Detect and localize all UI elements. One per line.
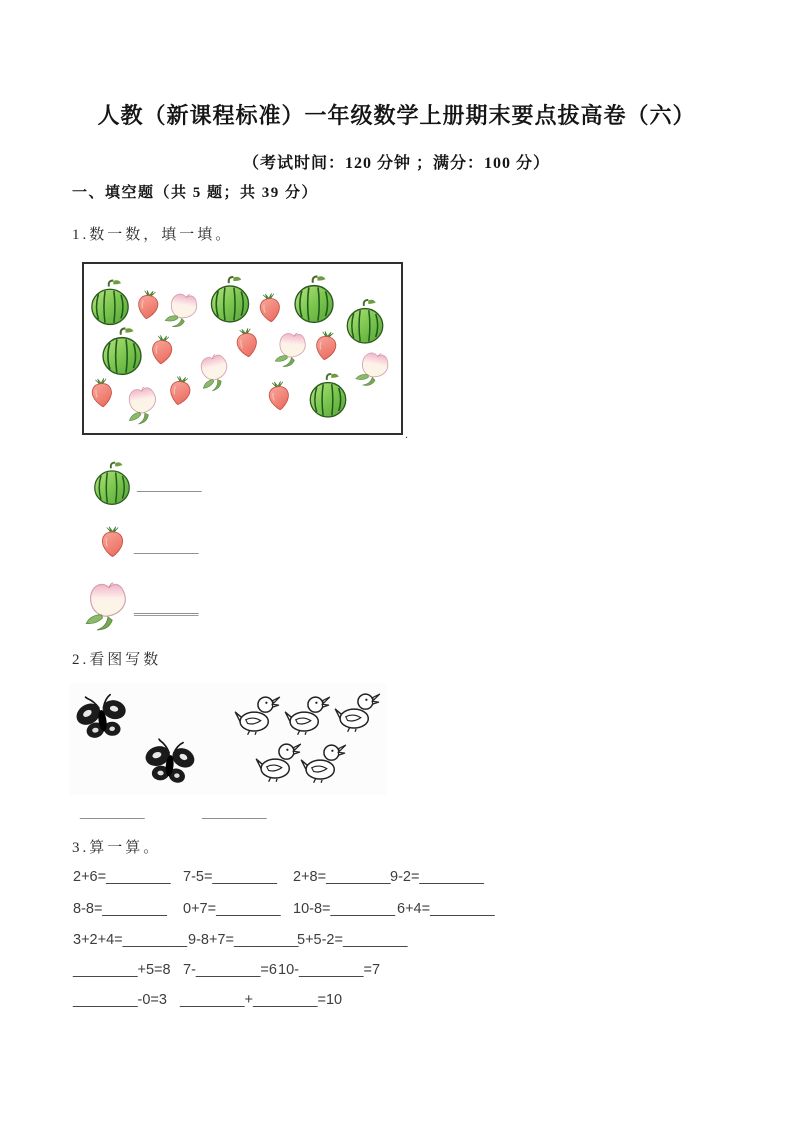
q1-prompt: 1.数一数，填一填。 (72, 227, 234, 243)
math-problem: 2+8=________ (293, 869, 391, 885)
q1-blank-watermelon: ________ (137, 477, 202, 493)
math-problem: 10-8=________ (293, 901, 396, 917)
duck-icon (301, 745, 345, 783)
fruit-scatter-canvas (84, 264, 401, 433)
page-title: 人教（新课程标准）一年级数学上册期末要点拔高卷（六） (97, 103, 696, 128)
math-problem: 7-5=________ (183, 869, 277, 885)
butterfly-duck-canvas (70, 683, 386, 795)
peach-icon (124, 385, 159, 425)
q3-prompt: 3.算一算。 (72, 840, 162, 856)
strawberry-icon (151, 335, 173, 365)
q2-prompt: 2.看图写数 (72, 652, 162, 668)
butterfly-icon (71, 691, 132, 742)
strawberry-icon (259, 293, 281, 323)
peach-icon (164, 291, 198, 330)
peach-icon (196, 352, 233, 393)
strawberry-icon (137, 289, 160, 320)
butterfly-icon (140, 738, 199, 787)
duck-icon (285, 697, 329, 735)
math-problem: ________+________=10 (180, 992, 343, 1008)
watermelon-icon (295, 276, 333, 322)
q1-blank-peach: ________ (134, 599, 199, 615)
math-problem: 10-________=7 (278, 962, 381, 978)
math-problem: 3+2+4=________ (73, 932, 188, 948)
watermelon-icon (103, 328, 141, 374)
strawberry-icon (168, 375, 192, 406)
strawberry-icon (268, 381, 290, 411)
watermelon-icon (91, 461, 133, 507)
math-problem: ________+5=8 (73, 962, 171, 978)
strawberry-icon (96, 525, 129, 561)
math-problem: 9-2=________ (390, 869, 484, 885)
q2-blank-ducks: ________ (202, 804, 267, 820)
strawberry-icon (235, 327, 258, 358)
exam-time-score-line: （考试时间：120 分钟 ；满分：100 分） (242, 155, 550, 172)
q2-butterflies-ducks-figure (70, 683, 386, 795)
stray-dot: . (405, 427, 408, 441)
math-problem: 6+4=________ (397, 901, 495, 917)
q1-blank-strawberry: ________ (134, 539, 199, 555)
section-heading-fill-in: 一、填空题（共 5 题；共 39 分） (72, 185, 319, 201)
peach-icon (355, 350, 390, 390)
math-problem: 7-________=6 (183, 962, 277, 978)
duck-icon (235, 697, 279, 735)
duck-icon (335, 694, 379, 732)
q2-blank-butterflies: ________ (80, 804, 145, 820)
peach-icon (275, 331, 307, 368)
math-problem: ________-0=3 (73, 992, 167, 1008)
watermelon-icon (347, 300, 382, 343)
peach-icon (85, 579, 133, 631)
watermelon-icon (211, 277, 248, 322)
math-problem: 9-8+7=________ (188, 932, 299, 948)
q1-fruit-box-figure (82, 262, 403, 435)
math-problem: 0+7=________ (183, 901, 281, 917)
watermelon-icon (92, 280, 128, 324)
math-problem: 5+5-2=________ (297, 932, 408, 948)
strawberry-icon (91, 378, 113, 408)
watermelon-icon (310, 374, 345, 417)
duck-icon (256, 744, 300, 782)
strawberry-icon (315, 330, 338, 361)
math-problem: 8-8=________ (73, 901, 167, 917)
math-problem: 2+6=________ (73, 869, 171, 885)
